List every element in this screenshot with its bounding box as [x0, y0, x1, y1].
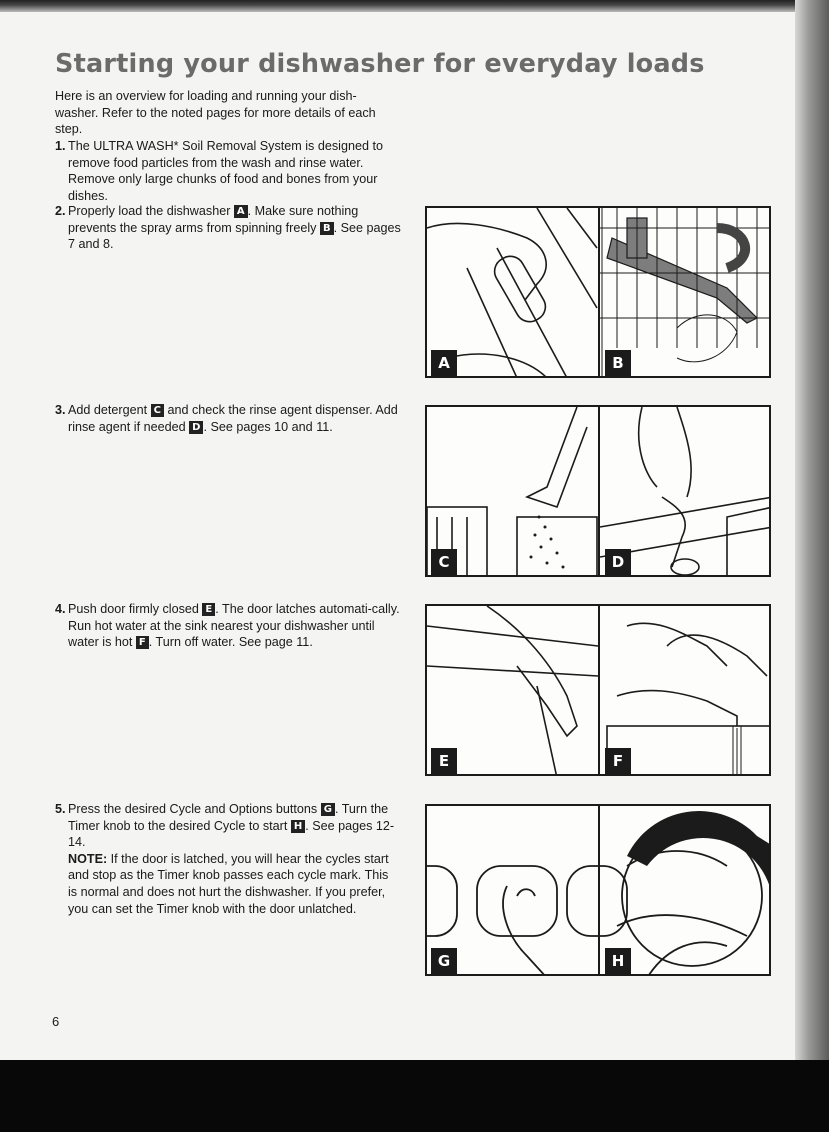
step-text: Properly load the dishwasher A . Make sure nothing prevents the spray arms from spinning freely B . See pages 7 and 8.: [68, 204, 401, 252]
panel-divider: [598, 606, 600, 774]
figure-label: A: [431, 350, 457, 376]
step-text: Push door firmly closed E . The door latches automati-cally. Run hot water at the sink nearest your dishwasher until water is hot F . Turn off water. See page 11.: [68, 602, 400, 650]
step-4: [55, 601, 407, 651]
intro-paragraph: Here is an overview for loading and running your dish-washer. Refer to the noted pages for more details of each step.: [55, 89, 376, 137]
figure-label: C: [431, 549, 457, 575]
step-number: 4.: [55, 602, 66, 616]
scan-edge-bottom: [0, 1060, 829, 1132]
figure-ref-tag: E: [202, 603, 215, 616]
figure-ref-tag: H: [291, 820, 305, 833]
step-number: 5.: [55, 802, 66, 816]
figure-ref-tag: B: [320, 222, 334, 235]
figure-label: G: [431, 948, 457, 974]
panel-divider: [598, 806, 600, 974]
figure-ref-tag: F: [136, 636, 149, 649]
book-spine-shadow: [795, 0, 829, 1060]
step-number: 3.: [55, 403, 66, 417]
figure-panel-cd: [425, 405, 771, 577]
step-text: Press the desired Cycle and Options buttons G . Turn the Timer knob to the desired Cycle to start H . See pages 12-14.: [68, 802, 395, 850]
figure-label: D: [605, 549, 631, 575]
panel-divider: [598, 407, 600, 575]
figure-panel-ab: [425, 206, 771, 378]
panel-divider: [598, 208, 600, 376]
figure-ref-tag: D: [189, 421, 203, 434]
figure-label: B: [605, 350, 631, 376]
step-5: [55, 801, 400, 917]
figure-label: F: [605, 748, 631, 774]
figure-label: E: [431, 748, 457, 774]
step-number: 2.: [55, 204, 66, 218]
step-note: NOTE: If the door is latched, you will hear the cycles start and stop as the Timer knob passes each cycle mark. This is normal and does not hurt the dishwasher. If you prefer, you can set the Timer knob with the door unlatched.: [68, 851, 389, 916]
step-2: [55, 203, 407, 253]
scan-edge-top: [0, 0, 829, 12]
page-title: Starting your dishwasher for everyday loads: [55, 49, 705, 79]
figure-ref-tag: A: [234, 205, 248, 218]
figure-ref-tag: G: [321, 803, 335, 816]
figure-label: H: [605, 948, 631, 974]
figure-panel-ef: [425, 604, 771, 776]
step-3: [55, 402, 407, 435]
step-1: [55, 138, 407, 204]
step-number: 1.: [55, 139, 66, 153]
page-number: 6: [52, 1014, 60, 1029]
step-text: Add detergent C and check the rinse agent dispenser. Add rinse agent if needed D . See pages 10 and 11.: [68, 403, 398, 434]
step-text: The ULTRA WASH* Soil Removal System is designed to remove food particles from the wash and rinse water. Remove only large chunks of food and bones from your dishes.: [68, 139, 383, 203]
figure-panel-gh: [425, 804, 771, 976]
figure-ref-tag: C: [151, 404, 164, 417]
